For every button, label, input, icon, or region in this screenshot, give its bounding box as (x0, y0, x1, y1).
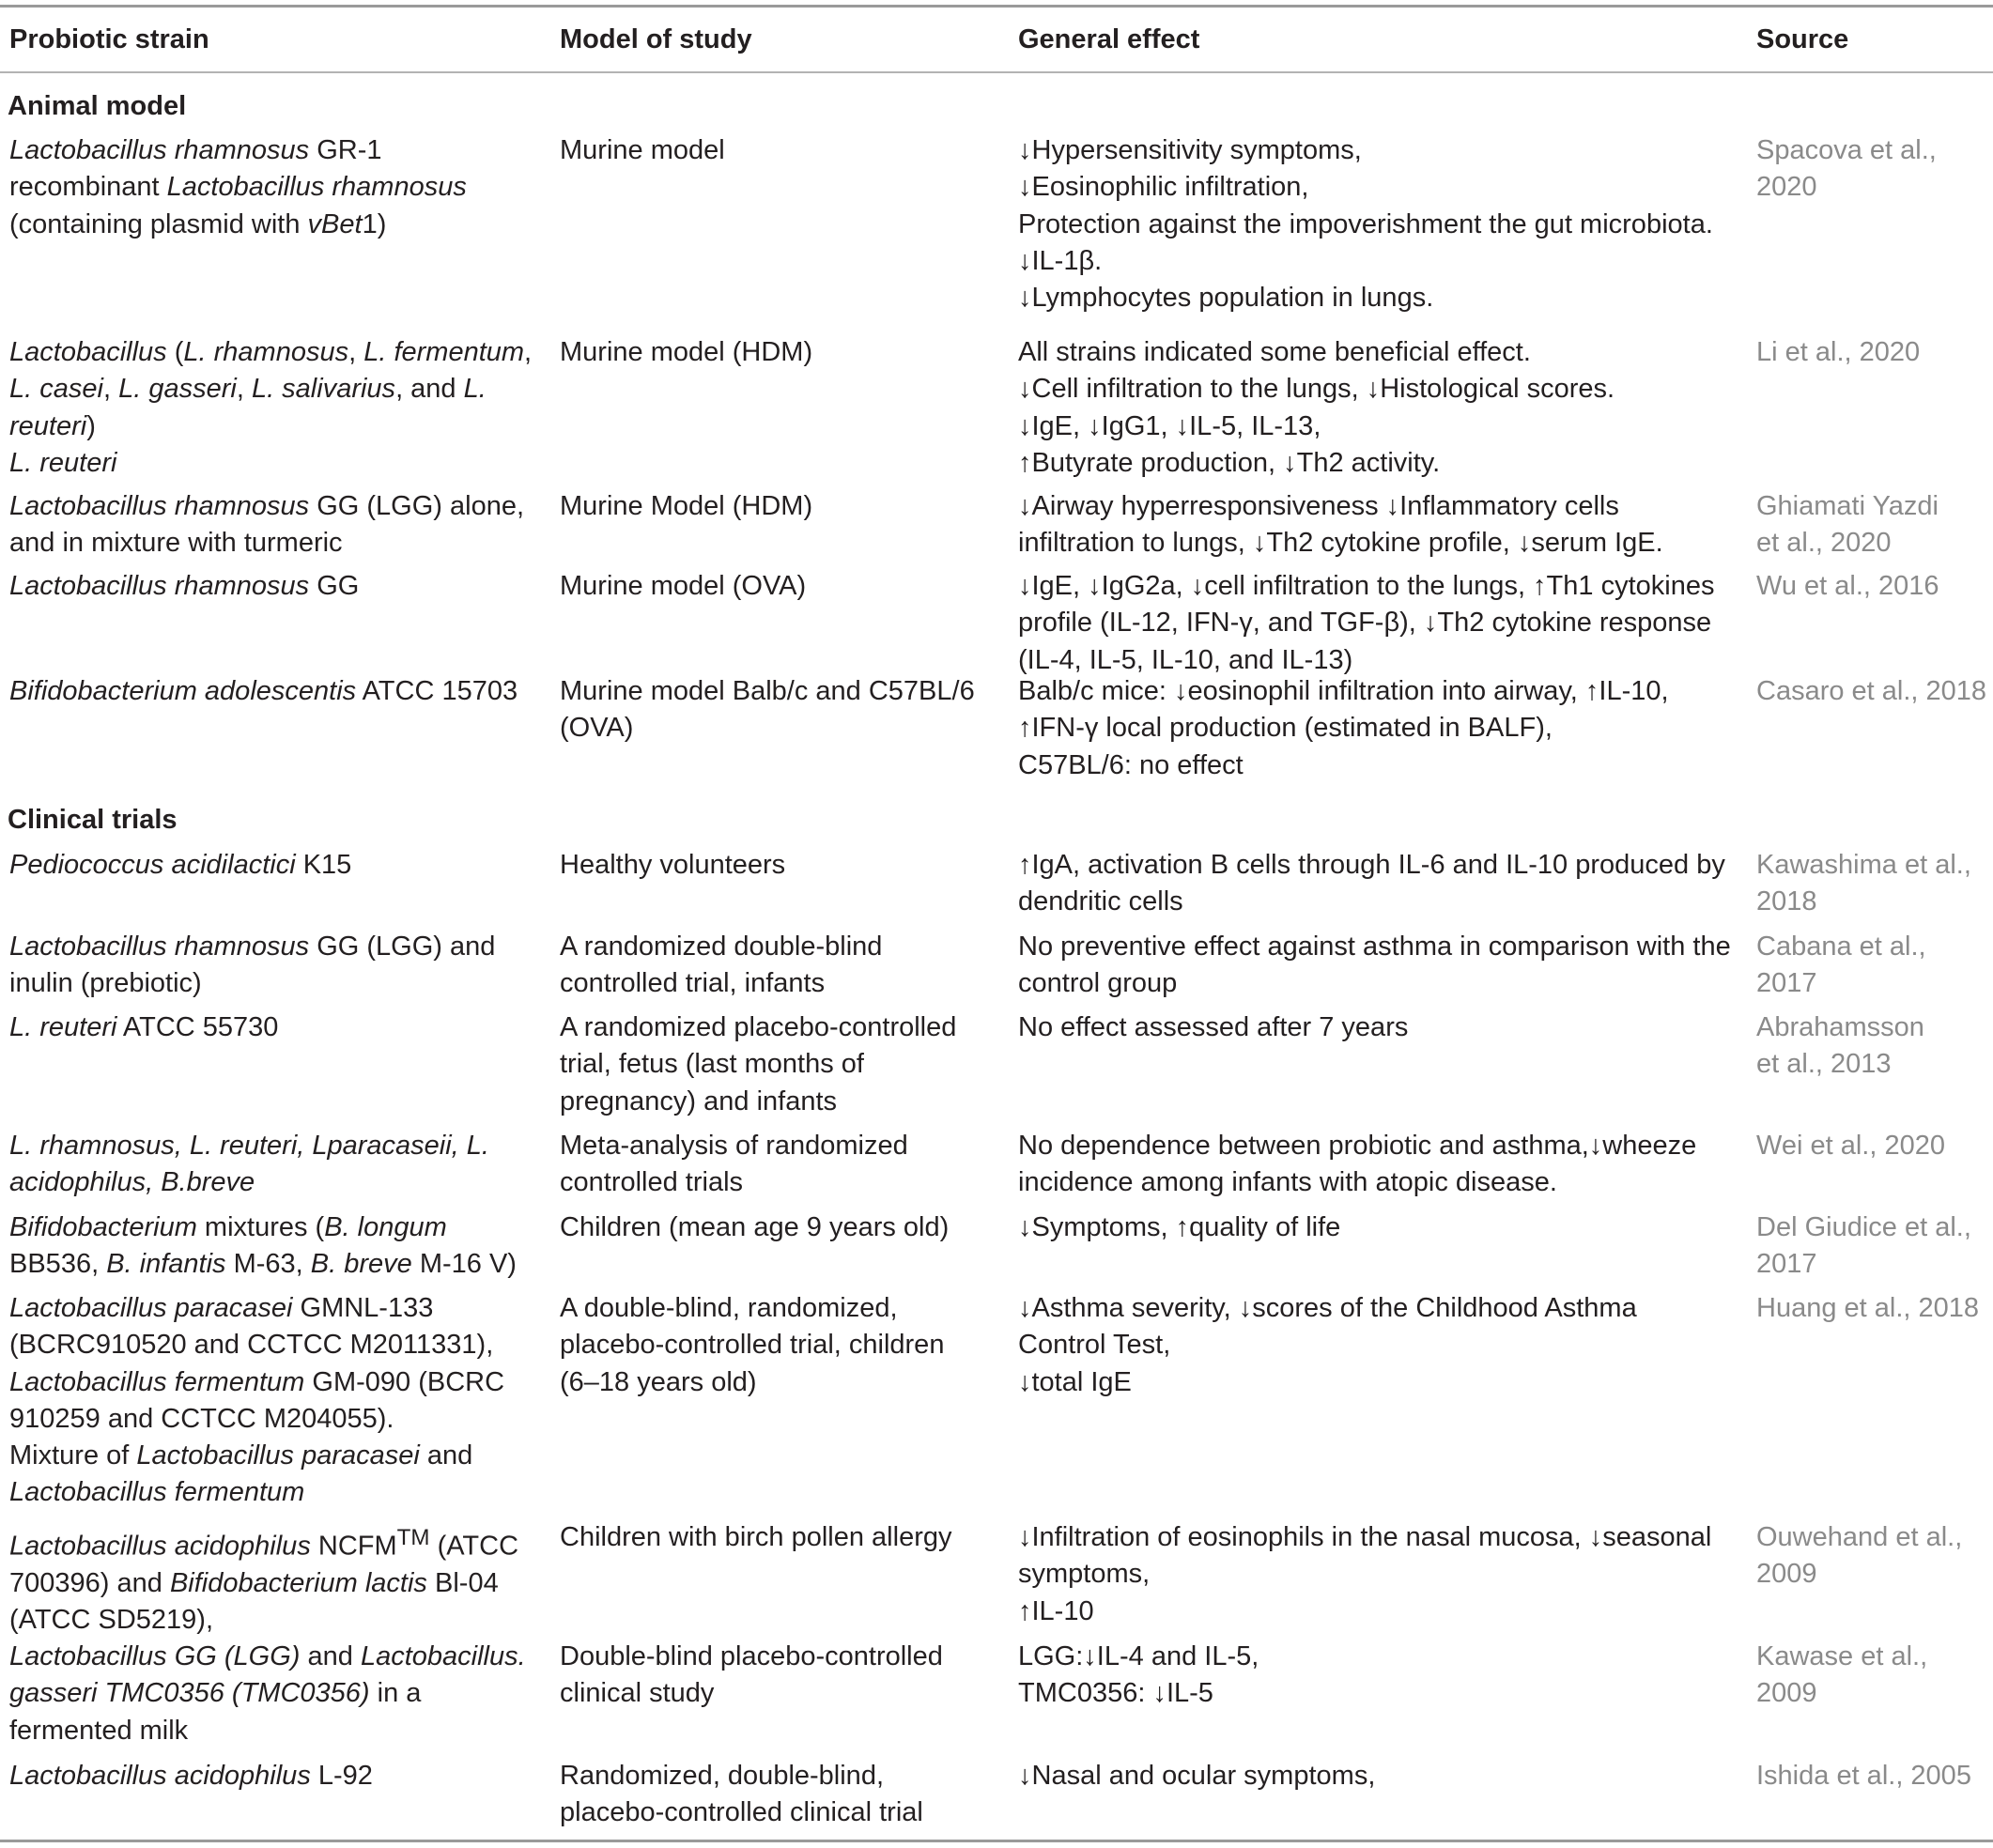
section-title-animal-model: Animal model (8, 91, 187, 121)
model-cell: A randomized placebo-controlled trial, fetus (last months of pregnancy) and infants (560, 1012, 957, 1116)
model-cell: Meta-analysis of randomized controlled trials (560, 1131, 908, 1198)
source-cell: Wei et al., 2020 (1756, 1131, 1945, 1161)
header-probiotic-strain: Probiotic strain (9, 24, 209, 54)
strain-cell: Bifidobacterium mixtures (B. longum BB536, B. infantis M-63, B. breve M-16 V) (9, 1212, 517, 1280)
source-cell: Ishida et al., 2005 (1756, 1761, 1971, 1791)
strain-cell: Pediococcus acidilactici K15 (9, 850, 352, 880)
source-cell: Ouwehand et al., 2009 (1756, 1522, 1963, 1590)
source-cell: Kawase et al., 2009 (1756, 1641, 1936, 1709)
strain-cell: Lactobacillus acidophilus NCFM™ (ATCC 700396) and Bifidobacterium lactis Bl-04 (ATCC SD5219), (9, 1525, 519, 1636)
section-title-clinical-trials: Clinical trials (8, 805, 178, 835)
effect-cell: LGG:↓IL-4 and IL-5, TMC0356: ↓IL-5 (1018, 1641, 1259, 1709)
strain-cell: Lactobacillus acidophilus L-92 (9, 1761, 373, 1791)
source-cell: Li et al., 2020 (1756, 337, 1921, 367)
strain-cell: L. rhamnosus, L. reuteri, Lparacaseii, L. acidophilus, B.breve (9, 1131, 489, 1198)
effect-cell: ↓Asthma severity, ↓scores of the Childhood Asthma Control Test, ↓total IgE (1018, 1293, 1637, 1397)
header-general-effect: General effect (1018, 24, 1200, 54)
source-cell: Spacova et al., 2020 (1756, 135, 1937, 203)
effect-cell: ↓Infiltration of eosinophils in the nasal mucosa, ↓seasonal symptoms, ↑IL-10 (1018, 1522, 1712, 1626)
model-cell: Murine model (HDM) (560, 337, 813, 367)
source-cell: Del Giudice et al., 2017 (1756, 1212, 1971, 1280)
source-cell: Ghiamati Yazdi et al., 2020 (1756, 491, 1939, 559)
effect-cell: ↓Hypersensitivity symptoms, ↓Eosinophilic infiltration, Protection against the impoverishment the gut microbiota. ↓IL-1β. ↓Lymphocytes population in lungs. (1018, 135, 1713, 314)
source-cell: Abrahamsson et al., 2013 (1756, 1012, 1924, 1080)
strain-cell: Lactobacillus paracasei GMNL-133 (BCRC910520 and CCTCC M2011331), Lactobacillus fermentum GM-090 (BCRC 910259 and CCTCC M204055). Mixture of Lactobacillus paracasei and Lactobacillus fermentum (9, 1293, 505, 1508)
header-model-of-study: Model of study (560, 24, 752, 54)
source-cell: Cabana et al., 2017 (1756, 932, 1934, 999)
model-cell: Children (mean age 9 years old) (560, 1212, 950, 1242)
effect-cell: All strains indicated some beneficial effect. ↓Cell infiltration to the lungs, ↓Histological scores. ↓IgE, ↓IgG1, ↓IL-5, IL-13, ↑Butyrate production, ↓Th2 activity. (1018, 337, 1615, 478)
table-bottom-rule (0, 1840, 1993, 1842)
strain-cell: L. reuteri ATCC 55730 (9, 1012, 279, 1042)
effect-cell: ↑IgA, activation B cells through IL-6 and IL-10 produced by dendritic cells (1018, 850, 1725, 917)
model-cell: Murine model (560, 135, 725, 165)
model-cell: Murine model Balb/c and C57BL/6 (OVA) (560, 676, 975, 744)
source-cell: Huang et al., 2018 (1756, 1293, 1980, 1323)
model-cell: A randomized double-blind controlled trial, infants (560, 932, 883, 999)
effect-cell: ↓IgE, ↓IgG2a, ↓cell infiltration to the lungs, ↑Th1 cytokines profile (IL-12, IFN-γ, and TGF-β), ↓Th2 cytokine response (IL-4, IL-5, IL-10, and IL-13) (1018, 571, 1715, 675)
effect-cell: ↓Symptoms, ↑quality of life (1018, 1212, 1341, 1242)
effect-cell: ↓Airway hyperresponsiveness ↓Inflammatory cells infiltration to lungs, ↓Th2 cytokine profile, ↓serum IgE. (1018, 491, 1663, 559)
strain-cell: Lactobacillus rhamnosus GG (LGG) alone, and in mixture with turmeric (9, 491, 525, 559)
table-top-rule (0, 5, 1993, 8)
header-source: Source (1756, 24, 1849, 54)
effect-cell: No dependence between probiotic and asthma,↓wheeze incidence among infants with atopic disease. (1018, 1131, 1697, 1198)
strain-cell: Lactobacillus rhamnosus GG (9, 571, 360, 601)
effect-cell: No effect assessed after 7 years (1018, 1012, 1409, 1042)
source-cell: Wu et al., 2016 (1756, 571, 1939, 601)
strain-cell: Lactobacillus GG (LGG) and Lactobacillus. gasseri TMC0356 (TMC0356) in a fermented milk (9, 1641, 526, 1746)
effect-cell: No preventive effect against asthma in comparison with the control group (1018, 932, 1731, 999)
model-cell: A double-blind, randomized, placebo-controlled trial, children (6–18 years old) (560, 1293, 945, 1397)
source-cell: Kawashima et al., 2018 (1756, 850, 1971, 917)
model-cell: Double-blind placebo-controlled clinical study (560, 1641, 943, 1709)
header-rule (0, 71, 1993, 73)
strain-cell: Lactobacillus rhamnosus GG (LGG) and inulin (prebiotic) (9, 932, 496, 999)
strain-cell: Lactobacillus rhamnosus GR-1 recombinant Lactobacillus rhamnosus (containing plasmid with vBet1) (9, 135, 467, 239)
effect-cell: Balb/c mice: ↓eosinophil infiltration into airway, ↑IL-10, ↑IFN-γ local production (estimated in BALF), C57BL/6: no effect (1018, 676, 1669, 780)
model-cell: Murine model (OVA) (560, 571, 807, 601)
source-cell: Casaro et al., 2018 (1756, 676, 1987, 706)
strain-cell: Bifidobacterium adolescentis ATCC 15703 (9, 676, 518, 706)
effect-cell: ↓Nasal and ocular symptoms, (1018, 1761, 1376, 1791)
model-cell: Randomized, double-blind, placebo-controlled clinical trial (560, 1761, 923, 1828)
strain-cell: Lactobacillus (L. rhamnosus, L. fermentum, L. casei, L. gasseri, L. salivarius, and L. reuteri) L. reuteri (9, 337, 533, 478)
model-cell: Healthy volunteers (560, 850, 786, 880)
model-cell: Murine Model (HDM) (560, 491, 813, 521)
model-cell: Children with birch pollen allergy (560, 1522, 952, 1552)
